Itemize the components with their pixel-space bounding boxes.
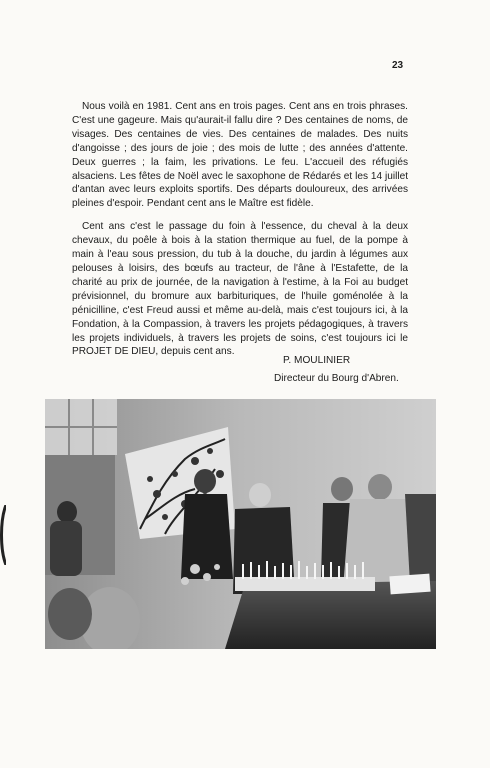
photo: [45, 399, 436, 649]
window: [45, 399, 117, 455]
body-text: [72, 100, 408, 368]
signature-name: P. MOULINIER: [283, 355, 351, 366]
photo-illustration: [45, 399, 436, 649]
page-number: 23: [392, 60, 404, 71]
paragraph-2: Cent ans c'est le passage du foin à l'essence, du cheval à la deux chevaux, du poêle à bois à la station thermique au fuel, de la pompe à main à l'eau sous pression, du tub à la douche, du jardin à légumes aux pelouses à loisirs, des bœufs au tracteur, de l'âne à l'Estafette, de la charité au prix de journée, de la navigation à l'estime, à la Foi au budget prévisionnel, du bromure aux barbituriques, de l'huile goménolée à la pénicilline, c'est Freud aussi et même au-delà, mais c'est toujours ici, à la Fondation, à la Compassion, à travers les projets pédagogiques, à travers les projets individuels, à travers les projets de soins, c'est toujours ici le PROJET DE DIEU, depuis cent ans.: [72, 221, 408, 358]
binding-mark: [0, 505, 6, 565]
signature-title: Directeur du Bourg d'Abren.: [274, 373, 399, 384]
paragraph-1: Nous voilà en 1981. Cent ans en trois pages. Cent ans en trois phrases. C'est une gageure. Mais qu'aurait-il fallu dire ? Des centaines de noms, de visages. Des centaines de vies. Des centaines de malades. Des nuits d'angoisse ; des jours de joie ; des mois de lutte ; des années d'attente. Deux guerres ; la faim, les privations. Le feu. L'accueil des réfugiés alsaciens. Les fêtes de Noël avec le saxophone de Rédarés et les 14 juillet d'antan avec leurs exploits sportifs. Des départs douloureux, des arrivées pleines d'espoir. Pendant cent ans le Maître est fidèle.: [72, 101, 408, 210]
